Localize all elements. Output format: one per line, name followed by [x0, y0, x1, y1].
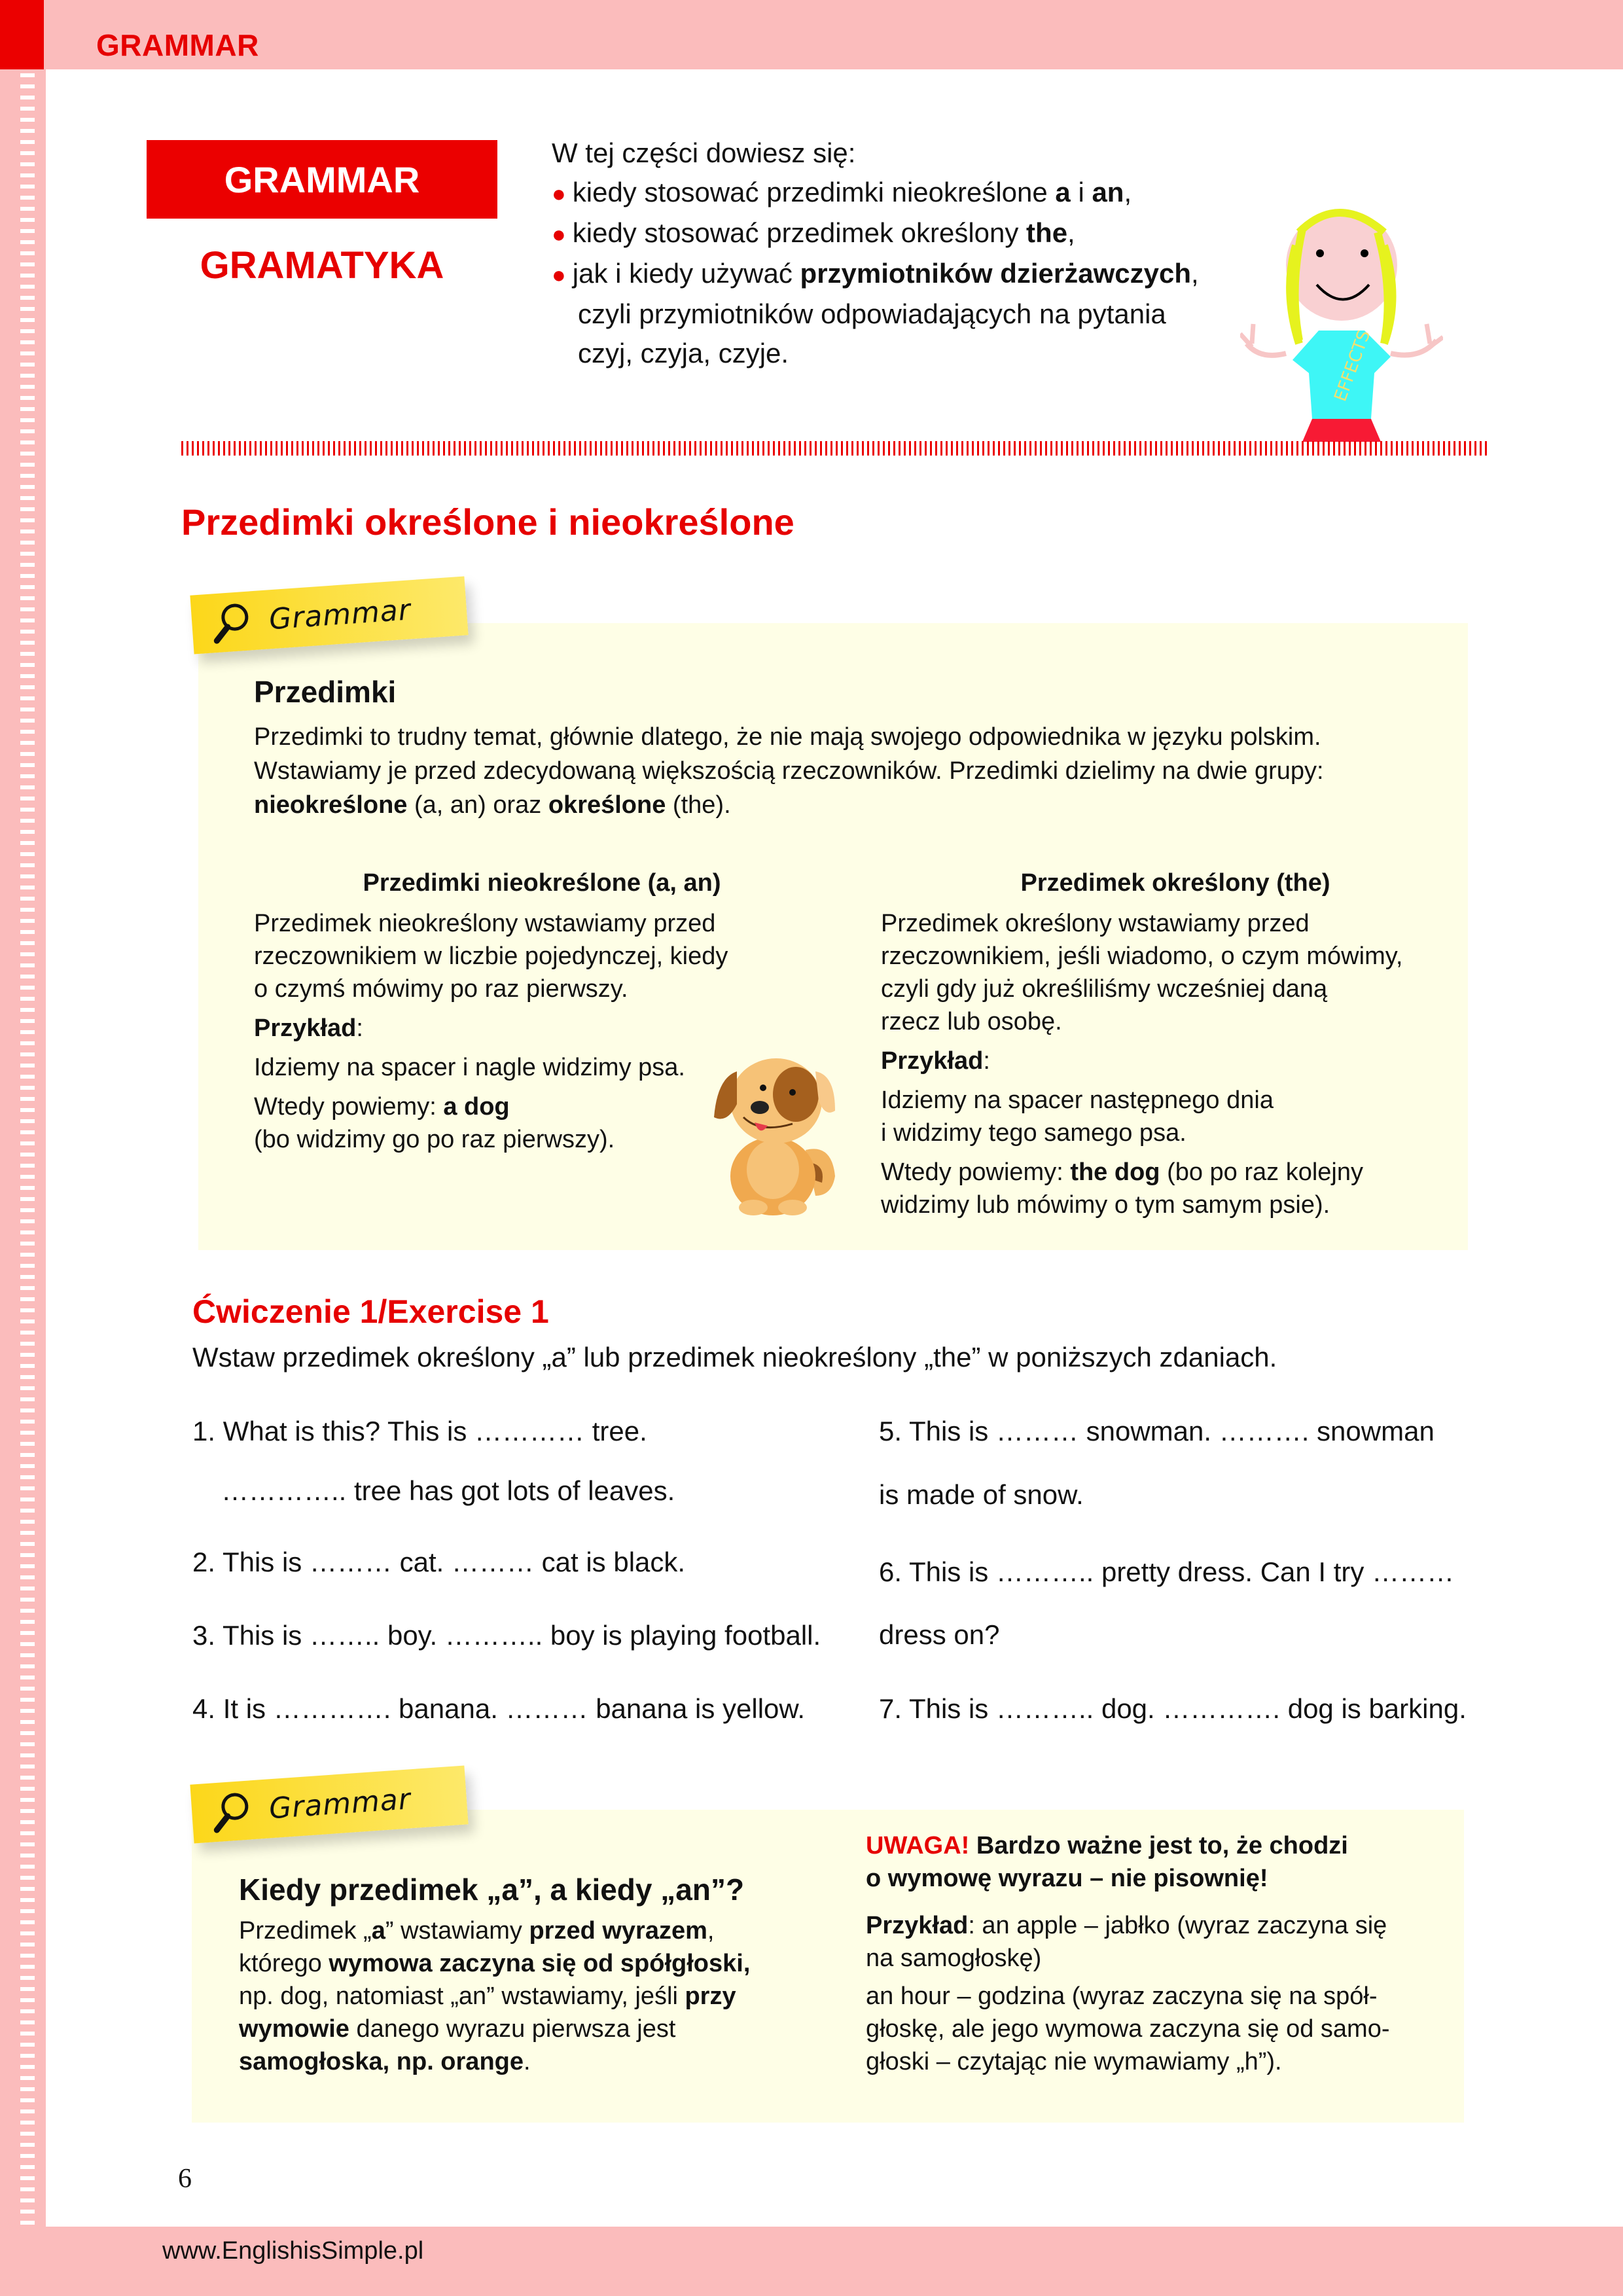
intro-bullet: ● kiedy stosować przedimki nieokreślone a i an,: [552, 177, 1132, 207]
exercise-item: ………….. tree has got lots of leaves.: [221, 1475, 675, 1506]
exercise-title: Ćwiczenie 1/Exercise 1: [192, 1293, 549, 1330]
column-heading: Przedimki nieokreślone (a, an): [363, 869, 721, 897]
grammar-sticky-label: Grammar: [190, 1765, 468, 1843]
section-title: Przedimki określone i nieokreślone: [181, 501, 794, 543]
exercise-item: 5. This is ……… snowman. ………. snowman: [879, 1416, 1435, 1446]
column-heading: Przedimek określony (the): [1020, 869, 1330, 897]
section-divider: [181, 441, 1490, 456]
magnifier-icon: [207, 1787, 257, 1836]
bullet-icon: ●: [552, 221, 566, 247]
indefinite-article-column: Przedimki nieokreślone (a, an) Przedimek nieokreślony wstawiamy przed rzeczownikiem w liczbie pojedynczej, kiedy o czymś mówimy po raz pierwszy. Przykład: Idziemy na spacer i nagle widzimy psa. Wtedy powiemy: a dog (bo widzimy go po raz pierwszy).: [254, 867, 830, 1156]
exercise-item: 6. This is ……….. pretty dress. Can I try ………: [879, 1556, 1455, 1587]
exercise-item: 4. It is …………. banana. ……… banana is yellow.: [192, 1693, 806, 1724]
warning-label: UWAGA!: [866, 1832, 970, 1859]
intro-bullet: ● kiedy stosować przedimek określony the,: [552, 217, 1075, 248]
bullet-icon: ●: [552, 180, 566, 207]
footer-url[interactable]: www.EnglishisSimple.pl: [162, 2237, 424, 2265]
left-margin-ticks: [20, 73, 35, 2227]
intro-bullet: ● jak i kiedy używać przymiotników dzierżawczych,: [552, 258, 1199, 289]
box-paragraph: Przedimki to trudny temat, głównie dlatego, że nie mają swojego odpowiednika w języku polskim. Wstawiamy je przed zdecydowaną większością rzeczowników. Przedimki dzielimy na dwie grupy: nieokreślone (a, an) oraz określone (the).: [254, 723, 1324, 819]
intro-lead: W tej części dowiesz się:: [552, 137, 856, 168]
exercise-item: dress on?: [879, 1619, 1000, 1650]
top-red-corner: [0, 0, 44, 69]
grammar-box-a-an: [192, 1810, 1464, 2123]
magnifier-icon: [207, 598, 257, 647]
intro-list: W tej części dowiesz się: ● kiedy stosować przedimki nieokreślone a i an, ● kiedy stosować przedimek określony the, ● jak i kiedy używać przymiotników dzierżawczych, czyli przymiotników odpowiadających na pytania czyj, czyja, czyje.: [552, 134, 1239, 373]
definite-article-column: Przedimek określony (the) Przedimek określony wstawiamy przed rzeczownikiem, jeśli wiadomo, o czym mówimy, czyli gdy już określiliśmy wcześniej daną rzecz lub osobę. Przykład: Idziemy na spacer następnego dnia i widzimy tego samego psa. Wtedy powiemy: the dog (bo po raz kolejny widzimy lub mówimy o tym samym psie).: [881, 867, 1470, 1221]
exercise-item: 7. This is ……….. dog. …………. dog is barking.: [879, 1693, 1467, 1724]
exercise-item: 3. This is …….. boy. ……….. boy is playing football.: [192, 1620, 821, 1651]
exercise-item: 1. What is this? This is ………… tree.: [192, 1416, 647, 1446]
box-heading: Kiedy przedimek „a”, a kiedy „an”?: [239, 1873, 745, 1907]
box-paragraph: Przedimek „a” wstawiamy przed wyrazem, którego wymowa zaczyna się od spółgłoski, np. dog, natomiast „an” wstawiamy, jeśli przy wymowie danego wyrazu pierwsza jest samogłoska, np. orange.: [239, 1917, 751, 2075]
exercise-item: 2. This is ……… cat. ……… cat is black.: [192, 1547, 686, 1577]
exercise-instruction: Wstaw przedimek określony „a” lub przedimek nieokreślony „the” w poniższych zdaniach.: [192, 1342, 1277, 1372]
box-heading: Przedimki: [254, 675, 397, 709]
dog-illustration: [707, 1052, 845, 1215]
gramatyka-subtitle: GRAMATYKA: [200, 244, 444, 287]
page-number: 6: [178, 2164, 192, 2194]
grammar-sticky-label: Grammar: [190, 576, 468, 654]
exercise-item: is made of snow.: [879, 1479, 1084, 1510]
girl-illustration: [1240, 193, 1443, 442]
bullet-icon: ●: [552, 261, 566, 288]
section-label: GRAMMAR: [96, 28, 259, 62]
pronunciation-note: UWAGA! Bardzo ważne jest to, że chodzi o wymowę wyrazu – nie pisownię! Przykład: an apple – jabłko (wyraz zaczyna się na samogłoskę) an hour – godzina (wyraz zaczyna się na spół- głoskę, ale jego wymowa zaczyna się od samo- głoski – czytając nie wymawiamy „h”).: [866, 1832, 1390, 2075]
grammar-title-box: GRAMMAR: [147, 140, 497, 219]
svg-text:EFFECTS: EFFECTS: [1330, 327, 1375, 404]
grammar-box-articles: [198, 623, 1468, 1250]
